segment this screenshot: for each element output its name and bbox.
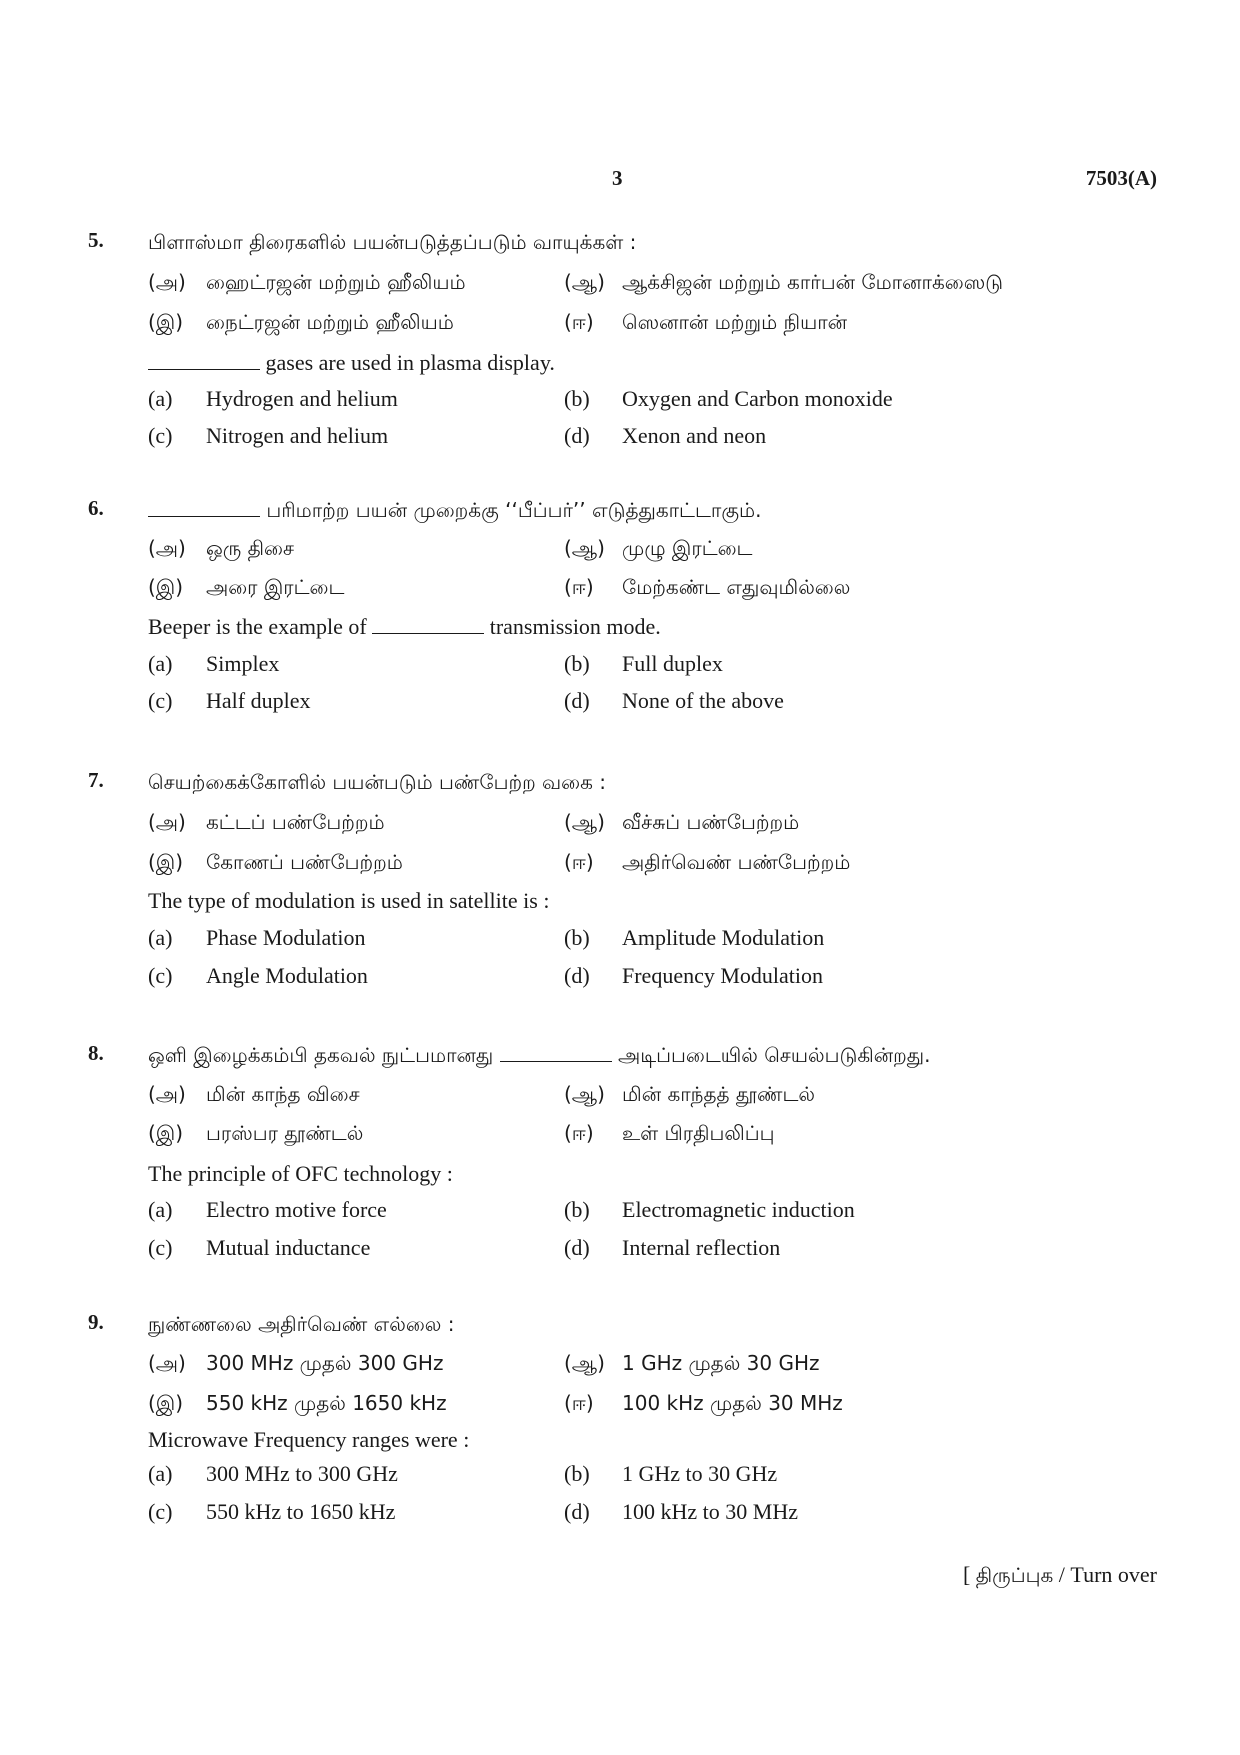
answer-blank bbox=[148, 498, 260, 517]
tamil-options-row-1 bbox=[148, 1082, 1148, 1116]
english-options-row-2 bbox=[148, 963, 1148, 997]
option-text: மின் காந்தத் தூண்டல் bbox=[622, 1082, 815, 1106]
option-text: Hydrogen and helium bbox=[206, 386, 398, 411]
question-number: 7. bbox=[88, 768, 104, 792]
question-number: 6. bbox=[88, 496, 104, 520]
option-marker: (d) bbox=[564, 423, 590, 448]
option-text: Electro motive force bbox=[206, 1197, 387, 1222]
option-text: கட்டப் பண்பேற்றம் bbox=[206, 810, 385, 834]
english-options-row-2 bbox=[148, 688, 1148, 722]
answer-blank bbox=[500, 1043, 612, 1062]
option-marker: (ஈ) bbox=[564, 575, 594, 599]
option-marker: (ஆ) bbox=[564, 536, 605, 560]
option-marker: (அ) bbox=[148, 270, 186, 294]
option-marker: (இ) bbox=[148, 310, 184, 334]
option-marker: (c) bbox=[148, 1235, 173, 1260]
tamil-options-row-2 bbox=[148, 1391, 1148, 1425]
english-options-row-1 bbox=[148, 386, 1148, 420]
option-marker: (c) bbox=[148, 1499, 173, 1524]
option-marker: (a) bbox=[148, 386, 173, 411]
option-marker: (c) bbox=[148, 963, 173, 988]
tamil-options-row-2 bbox=[148, 1121, 1148, 1155]
option-text: Xenon and neon bbox=[622, 423, 767, 448]
option-marker: (ஈ) bbox=[564, 1391, 594, 1415]
option-marker: (அ) bbox=[148, 536, 186, 560]
turn-over-note bbox=[963, 1562, 1157, 1590]
option-marker: (c) bbox=[148, 688, 173, 713]
english-question: The type of modulation is used in satellite is : bbox=[148, 888, 550, 913]
option-text: Nitrogen and helium bbox=[206, 423, 389, 448]
english-question-text: Beeper is the example of bbox=[148, 614, 367, 639]
option-text: 550 kHz to 1650 kHz bbox=[206, 1499, 396, 1524]
paper-code: 7503(A) bbox=[1085, 166, 1157, 190]
option-marker: (a) bbox=[148, 1197, 173, 1222]
answer-blank bbox=[148, 351, 260, 370]
tamil-options-row-2 bbox=[148, 850, 1148, 884]
question-number: 5. bbox=[88, 228, 104, 252]
tamil-options-row-2 bbox=[148, 310, 1148, 344]
answer-blank bbox=[372, 615, 484, 634]
option-text: Mutual inductance bbox=[206, 1235, 371, 1260]
option-text: Angle Modulation bbox=[206, 963, 368, 988]
option-marker: (ஆ) bbox=[564, 1082, 605, 1106]
option-marker: (b) bbox=[564, 386, 590, 411]
english-options-row-2 bbox=[148, 423, 1148, 457]
tamil-question: நுண்ணலை அதிர்வெண் எல்லை : bbox=[148, 1312, 455, 1336]
option-text: ஆக்சிஜன் மற்றும் கார்பன் மோனாக்ஸைடு bbox=[622, 270, 1004, 294]
option-text: Simplex bbox=[206, 651, 280, 676]
tamil-question: பிளாஸ்மா திரைகளில் பயன்படுத்தப்படும் வாயுக்கள் : bbox=[148, 230, 637, 254]
option-marker: (ஆ) bbox=[564, 810, 605, 834]
option-text: உள் பிரதிபலிப்பு bbox=[622, 1121, 775, 1145]
option-marker: (d) bbox=[564, 688, 590, 713]
tamil-question-text: ஒளி இழைக்கம்பி தகவல் நுட்பமானது bbox=[148, 1043, 494, 1067]
option-text: மின் காந்த விசை bbox=[206, 1082, 360, 1106]
english-question bbox=[148, 614, 1148, 648]
english-options-row-1 bbox=[148, 1197, 1148, 1231]
option-text: ஸெனான் மற்றும் நியான் bbox=[622, 310, 848, 334]
option-text: Frequency Modulation bbox=[622, 963, 824, 988]
option-marker: (d) bbox=[564, 1499, 590, 1524]
english-options-row-1 bbox=[148, 925, 1148, 959]
english-question: Microwave Frequency ranges were : bbox=[148, 1427, 470, 1452]
option-marker: (இ) bbox=[148, 850, 184, 874]
english-question: The principle of OFC technology : bbox=[148, 1161, 453, 1186]
option-text: None of the above bbox=[622, 688, 784, 713]
option-text: வீச்சுப் பண்பேற்றம் bbox=[622, 810, 800, 834]
option-text: மேற்கண்ட எதுவுமில்லை bbox=[622, 575, 851, 599]
option-text: கோணப் பண்பேற்றம் bbox=[206, 850, 403, 874]
option-text: Phase Modulation bbox=[206, 925, 366, 950]
tamil-question-text: அடிப்படையில் செயல்படுகின்றது. bbox=[617, 1043, 931, 1067]
option-text: பரஸ்பர தூண்டல் bbox=[206, 1121, 364, 1145]
option-text: Half duplex bbox=[206, 688, 311, 713]
footer-english: Turn over bbox=[1070, 1562, 1157, 1587]
option-marker: (ஆ) bbox=[564, 1351, 605, 1375]
option-text: 550 kHz முதல் 1650 kHz bbox=[206, 1391, 447, 1415]
tamil-question bbox=[148, 498, 1148, 532]
option-text: Oxygen and Carbon monoxide bbox=[622, 386, 893, 411]
page-number: 3 bbox=[612, 166, 623, 190]
option-marker: (b) bbox=[564, 1197, 590, 1222]
option-marker: (ஈ) bbox=[564, 850, 594, 874]
question-number: 8. bbox=[88, 1041, 104, 1065]
option-text: Full duplex bbox=[622, 651, 723, 676]
option-text: 300 MHz முதல் 300 GHz bbox=[206, 1351, 444, 1375]
option-text: 1 GHz to 30 GHz bbox=[622, 1461, 778, 1486]
option-text: ஹைட்ரஜன் மற்றும் ஹீலியம் bbox=[206, 270, 466, 294]
option-marker: (d) bbox=[564, 963, 590, 988]
option-marker: (d) bbox=[564, 1235, 590, 1260]
tamil-question-text: பரிமாற்ற பயன் முறைக்கு ‘‘பீப்பர்’’ எடுத்துகாட்டாகும். bbox=[266, 498, 762, 522]
tamil-options-row-2 bbox=[148, 575, 1148, 609]
english-question-text: transmission mode. bbox=[489, 614, 661, 639]
footer-tamil: திருப்புக bbox=[975, 1563, 1054, 1587]
option-marker: (ஈ) bbox=[564, 310, 594, 334]
tamil-options-row-1 bbox=[148, 270, 1148, 304]
option-marker: (b) bbox=[564, 1461, 590, 1486]
option-text: 100 kHz to 30 MHz bbox=[622, 1499, 798, 1524]
english-question-text: gases are used in plasma display. bbox=[265, 350, 555, 375]
english-options-row-2 bbox=[148, 1499, 1148, 1533]
option-text: 300 MHz to 300 GHz bbox=[206, 1461, 398, 1486]
option-text: ஒரு திசை bbox=[206, 536, 295, 560]
footer-bracket: [ bbox=[962, 1562, 971, 1587]
english-options-row-1 bbox=[148, 651, 1148, 685]
option-text: 100 kHz முதல் 30 MHz bbox=[622, 1391, 843, 1415]
option-marker: (அ) bbox=[148, 1082, 186, 1106]
option-marker: (ஈ) bbox=[564, 1121, 594, 1145]
option-text: அதிர்வெண் பண்பேற்றம் bbox=[622, 850, 851, 874]
option-marker: (இ) bbox=[148, 1121, 184, 1145]
option-text: Amplitude Modulation bbox=[622, 925, 825, 950]
option-marker: (இ) bbox=[148, 575, 184, 599]
option-text: நைட்ரஜன் மற்றும் ஹீலியம் bbox=[206, 310, 454, 334]
option-marker: (a) bbox=[148, 1461, 173, 1486]
option-marker: (ஆ) bbox=[564, 270, 605, 294]
english-question bbox=[148, 350, 1148, 384]
footer-separator: / bbox=[1058, 1562, 1065, 1587]
option-text: அரை இரட்டை bbox=[206, 575, 345, 599]
option-text: முழு இரட்டை bbox=[622, 536, 753, 560]
option-marker: (அ) bbox=[148, 810, 186, 834]
option-marker: (அ) bbox=[148, 1351, 186, 1375]
tamil-question: செயற்கைக்கோளில் பயன்படும் பண்பேற்ற வகை : bbox=[148, 770, 606, 794]
option-marker: (a) bbox=[148, 925, 173, 950]
tamil-options-row-1 bbox=[148, 810, 1148, 844]
option-marker: (c) bbox=[148, 423, 173, 448]
option-text: Internal reflection bbox=[622, 1235, 781, 1260]
option-text: Electromagnetic induction bbox=[622, 1197, 855, 1222]
option-marker: (இ) bbox=[148, 1391, 184, 1415]
option-marker: (b) bbox=[564, 651, 590, 676]
tamil-question bbox=[148, 1043, 1148, 1077]
option-marker: (a) bbox=[148, 651, 173, 676]
tamil-options-row-1 bbox=[148, 1351, 1148, 1385]
question-number: 9. bbox=[88, 1310, 104, 1334]
option-marker: (b) bbox=[564, 925, 590, 950]
english-options-row-2 bbox=[148, 1235, 1148, 1269]
option-text: 1 GHz முதல் 30 GHz bbox=[622, 1351, 820, 1375]
english-options-row-1 bbox=[148, 1461, 1148, 1495]
tamil-options-row-1 bbox=[148, 536, 1148, 570]
